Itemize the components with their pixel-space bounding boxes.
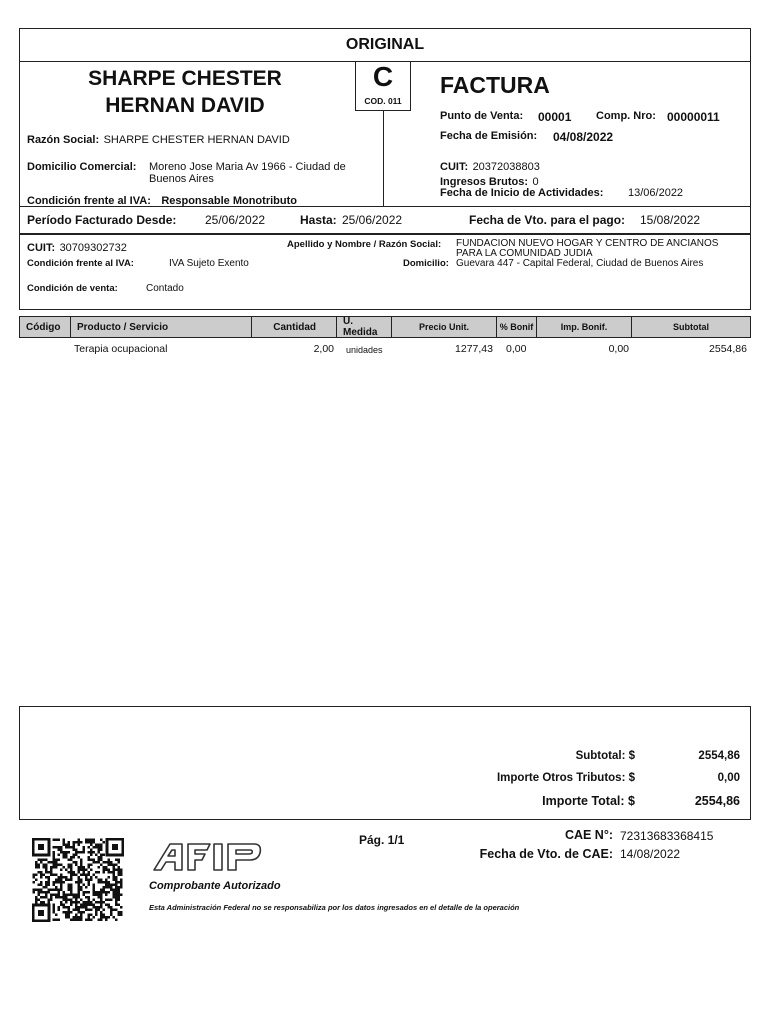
client-nombre-label: Apellido y Nombre / Razón Social: [287,239,442,250]
issuer-iva-value: Responsable Monotributo [161,195,297,207]
header-center-divider [383,111,384,207]
col-header-precio: Precio Unit. [391,316,497,338]
client-iva-value: IVA Sujeto Exento [169,258,249,269]
col-header-medida: U. Medida [336,316,392,338]
client-nombre-line2: PARA LA COMUNIDAD JUDIA [456,248,593,259]
inicio-actividades-label: Fecha de Inicio de Actividades: [440,187,604,199]
condicion-venta-value: Contado [146,283,184,294]
col-header-producto: Producto / Servicio [70,316,252,338]
razon-social-value: SHARPE CHESTER HERNAN DAVID [103,134,290,146]
punto-venta-value: 00001 [538,110,572,124]
disclaimer: Esta Administración Federal no se responsabiliza por los datos ingresados en el detalle de la operación [149,903,520,912]
razon-social-row [27,130,290,148]
col-header-bonif-pct: % Bonif [496,316,537,338]
col-header-cantidad: Cantidad [251,316,337,338]
issuer-name-line2: HERNAN DAVID [105,94,265,117]
issuer-cuit-label: CUIT: [440,161,469,173]
inicio-actividades-value: 13/06/2022 [628,187,684,199]
importe-total-value: 2554,86 [694,794,740,808]
period-hasta-value: 25/06/2022 [342,213,403,227]
invoice-letter-code: COD. 011 [364,96,402,106]
period-desde-label: Período Facturado Desde: [27,213,177,227]
cae-value: 72313683368415 [620,829,714,843]
col-header-codigo: Código [19,316,71,338]
issuer-name-line1: SHARPE CHESTER [88,67,282,90]
invoice-letter: C [372,61,394,92]
client-iva-label: Condición frente al IVA: [27,258,134,269]
issuer-iva-label: Condición frente al IVA: [27,195,151,207]
client-domicilio-label: Domicilio: [403,258,449,269]
client-cuit-row [27,238,127,256]
page-number: Pág. 1/1 [359,833,405,847]
cae-vto-label: Fecha de Vto. de CAE: [479,847,613,861]
otros-tributos-value: 0,00 [717,772,740,784]
subtotal-label: Subtotal: $ [575,750,635,762]
period-vto-value: 15/08/2022 [640,213,701,227]
importe-total-label: Importe Total: $ [542,794,635,808]
cell-bonif-pct: 0,00 [506,343,527,355]
domicilio-comercial-line2: Buenos Aires [149,173,214,185]
copy-label: ORIGINAL [345,36,425,53]
client-cuit-value: 30709302732 [59,242,127,254]
domicilio-comercial-label: Domicilio Comercial: [27,161,137,173]
doc-type: FACTURA [440,72,550,98]
client-nombre-line1: FUNDACION NUEVO HOGAR Y CENTRO DE ANCIANOS [456,238,719,249]
client-cuit-label: CUIT: [27,242,56,254]
subtotal-value: 2554,86 [698,750,740,762]
domicilio-comercial-line1: Moreno Jose Maria Av 1966 - Ciudad de [149,161,346,173]
ingresos-brutos-label: Ingresos Brutos: [440,176,529,188]
fecha-emision-label: Fecha de Emisión: [440,130,538,142]
cell-subtotal: 2554,86 [709,343,747,355]
cae-vto-value: 14/08/2022 [620,847,681,861]
afip-logo [150,840,266,872]
client-domicilio-value: Guevara 447 - Capital Federal, Ciudad de Buenos Aires [456,258,704,269]
razon-social-label: Razón Social: [27,134,100,146]
comp-nro-label: Comp. Nro: [596,110,656,122]
qr-code [32,838,124,922]
period-desde-value: 25/06/2022 [205,213,266,227]
cae-label: CAE N°: [564,828,613,842]
issuer-cuit-value: 20372038803 [472,161,540,173]
period-hasta-label: Hasta: [300,213,337,227]
totals-box [19,706,751,820]
col-header-subtotal: Subtotal [631,316,751,338]
cell-cantidad: 2,00 [313,343,334,355]
punto-venta-label: Punto de Venta: [440,110,524,122]
comp-nro-value: 00000011 [667,110,720,124]
fecha-emision-value: 04/08/2022 [553,130,614,144]
cell-medida: unidades [346,345,383,355]
cell-precio: 1277,43 [455,343,493,355]
comprobante-autorizado: Comprobante Autorizado [149,880,281,892]
condicion-venta-label: Condición de venta: [27,283,118,294]
cell-bonif-imp: 0,00 [608,343,629,355]
col-header-bonif-imp: Imp. Bonif. [536,316,632,338]
ingresos-brutos-value: 0 [532,176,539,188]
cell-producto: Terapia ocupacional [74,343,168,355]
otros-tributos-label: Importe Otros Tributos: $ [496,772,635,784]
period-vto-label: Fecha de Vto. para el pago: [469,213,626,227]
